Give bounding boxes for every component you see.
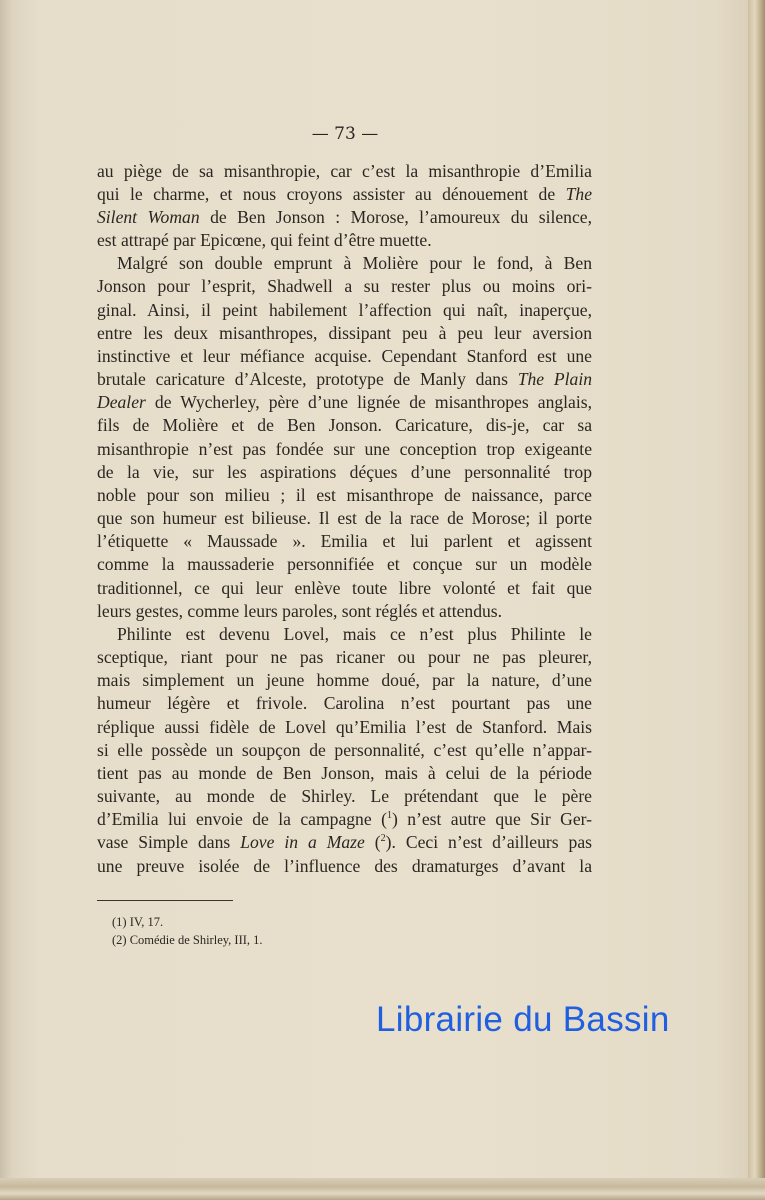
text-line — [97, 206, 592, 229]
text-segment: ginal. Ainsi, il peint habilement l’affection qui naît, inaperçue, — [97, 299, 592, 320]
text-line — [97, 692, 592, 715]
footnote-1 — [112, 915, 163, 930]
text-line — [97, 716, 592, 739]
italic-title: Silent Woman — [97, 206, 200, 227]
text-line — [97, 600, 592, 623]
text-segment: tient pas au monde de Ben Jonson, mais à celui de la période — [97, 762, 592, 783]
text-segment: traditionnel, ce qui leur enlève toute libre volonté et fait que — [97, 577, 592, 598]
text-line — [97, 785, 592, 808]
text-segment: si elle possède un soupçon de personnalité, c’est qu’elle n’appar- — [97, 739, 592, 760]
page-stack-edge-bottom — [0, 1178, 765, 1200]
text-segment: l’étiquette « Maussade ». Emilia et lui parlent et agissent — [97, 531, 592, 552]
text-line — [97, 322, 592, 345]
footnote-2 — [112, 933, 263, 948]
text-line — [97, 414, 592, 437]
text-segment: de Ben Jonson : Morose, l’amoureux du silence, — [199, 206, 592, 227]
text-segment: leurs gestes, comme leurs paroles, sont réglés et attendus. — [97, 600, 503, 621]
text-segment: instinctive et leur méfiance acquise. Cependant Stanford est une — [97, 345, 592, 366]
text-line — [97, 831, 592, 854]
footnote-text: Comédie de Shirley, III, 1. — [129, 933, 263, 947]
footnote-ref: 1 — [386, 810, 392, 822]
text-segment: ( — [364, 832, 381, 853]
text-segment: misanthropie n’est pas fondée sur une conception trop exigeante — [97, 438, 592, 459]
text-segment: humeur légère et frivole. Carolina n’est pourtant pas une — [97, 693, 592, 714]
text-line — [97, 368, 592, 391]
text-line — [97, 623, 592, 646]
text-line — [97, 669, 592, 692]
text-segment: réplique aussi fidèle de Lovel qu’Emilia l’est de Stanford. Mais — [97, 716, 592, 737]
text-line — [97, 438, 592, 461]
text-segment: Philinte est devenu Lovel, mais ce n’est plus Philinte le — [117, 623, 592, 644]
italic-title: Love in a Maze — [240, 832, 365, 853]
italic-title: The — [565, 183, 592, 204]
text-segment: Malgré son double emprunt à Molière pour le fond, à Ben — [117, 253, 592, 274]
text-segment: au piège de sa misanthropie, car c’est la misanthropie d’Emilia — [97, 160, 592, 181]
text-line — [97, 507, 592, 530]
text-line — [97, 275, 592, 298]
italic-title: Dealer — [97, 392, 146, 413]
watermark: Librairie du Bassin — [376, 1000, 670, 1039]
page-stack-edge-right — [748, 0, 765, 1200]
text-segment: entre les deux misanthropes, dissipant peu à peu leur aversion — [97, 322, 592, 343]
italic-title: The Plain — [517, 369, 593, 390]
text-line — [97, 530, 592, 553]
text-line — [97, 183, 592, 206]
text-segment: de Wycherley, père d’une lignée de misanthropes anglais, — [145, 392, 592, 413]
page-number: — 73 — — [311, 124, 379, 144]
text-segment: de la vie, sur les aspirations déçues d’une personnalité trop — [97, 461, 592, 482]
text-segment: noble pour son milieu ; il est misanthrope de naissance, parce — [97, 484, 592, 505]
text-line — [97, 855, 592, 878]
text-segment: Jonson pour l’esprit, Shadwell a su rester plus ou moins ori- — [97, 276, 592, 297]
text-line — [97, 252, 592, 275]
text-segment: suivante, au monde de Shirley. Le prétendant que le père — [97, 786, 592, 807]
text-segment: est attrapé par Epicœne, qui feint d’être muette. — [97, 230, 432, 250]
text-segment: d’Emilia lui envoie de la campagne ( — [97, 809, 387, 830]
text-segment: vase Simple dans — [97, 832, 241, 853]
text-line — [97, 762, 592, 785]
footnote-text: IV, 17. — [129, 915, 164, 929]
text-line — [97, 646, 592, 669]
text-line — [97, 553, 592, 576]
text-line — [97, 808, 592, 831]
text-line — [97, 299, 592, 322]
text-line — [97, 739, 592, 762]
text-segment: fils de Molière et de Ben Jonson. Caricature, dis-je, car sa — [97, 415, 592, 436]
text-segment: comme la maussaderie personnifiée et conçue sur un modèle — [97, 554, 592, 575]
footnote-ref: 2 — [380, 833, 386, 845]
text-segment: mais simplement un jeune homme doué, par la nature, d’une — [97, 670, 592, 691]
text-line — [97, 391, 592, 414]
text-line — [97, 229, 592, 252]
text-segment: que son humeur est bilieuse. Il est de la race de Morose; il porte — [97, 508, 592, 529]
text-segment: sceptique, riant pour ne pas ricaner ou pour ne pas pleurer, — [97, 647, 592, 668]
text-line — [97, 345, 592, 368]
text-line — [97, 577, 592, 600]
footnote-rule — [97, 900, 233, 901]
text-line — [97, 461, 592, 484]
footnote-mark: (2) — [112, 933, 127, 947]
text-segment: ). Ceci n’est d’ailleurs pas — [385, 832, 593, 853]
footnote-mark: (1) — [112, 915, 127, 929]
text-segment: brutale caricature d’Alceste, prototype de Manly dans — [97, 369, 518, 390]
text-segment: ) n’est autre que Sir Ger- — [391, 809, 592, 830]
text-line — [97, 160, 592, 183]
text-segment: qui le charme, et nous croyons assister au dénouement de — [97, 183, 566, 204]
text-segment: une preuve isolée de l’influence des dramaturges d’avant la — [97, 855, 592, 876]
text-line — [97, 484, 592, 507]
